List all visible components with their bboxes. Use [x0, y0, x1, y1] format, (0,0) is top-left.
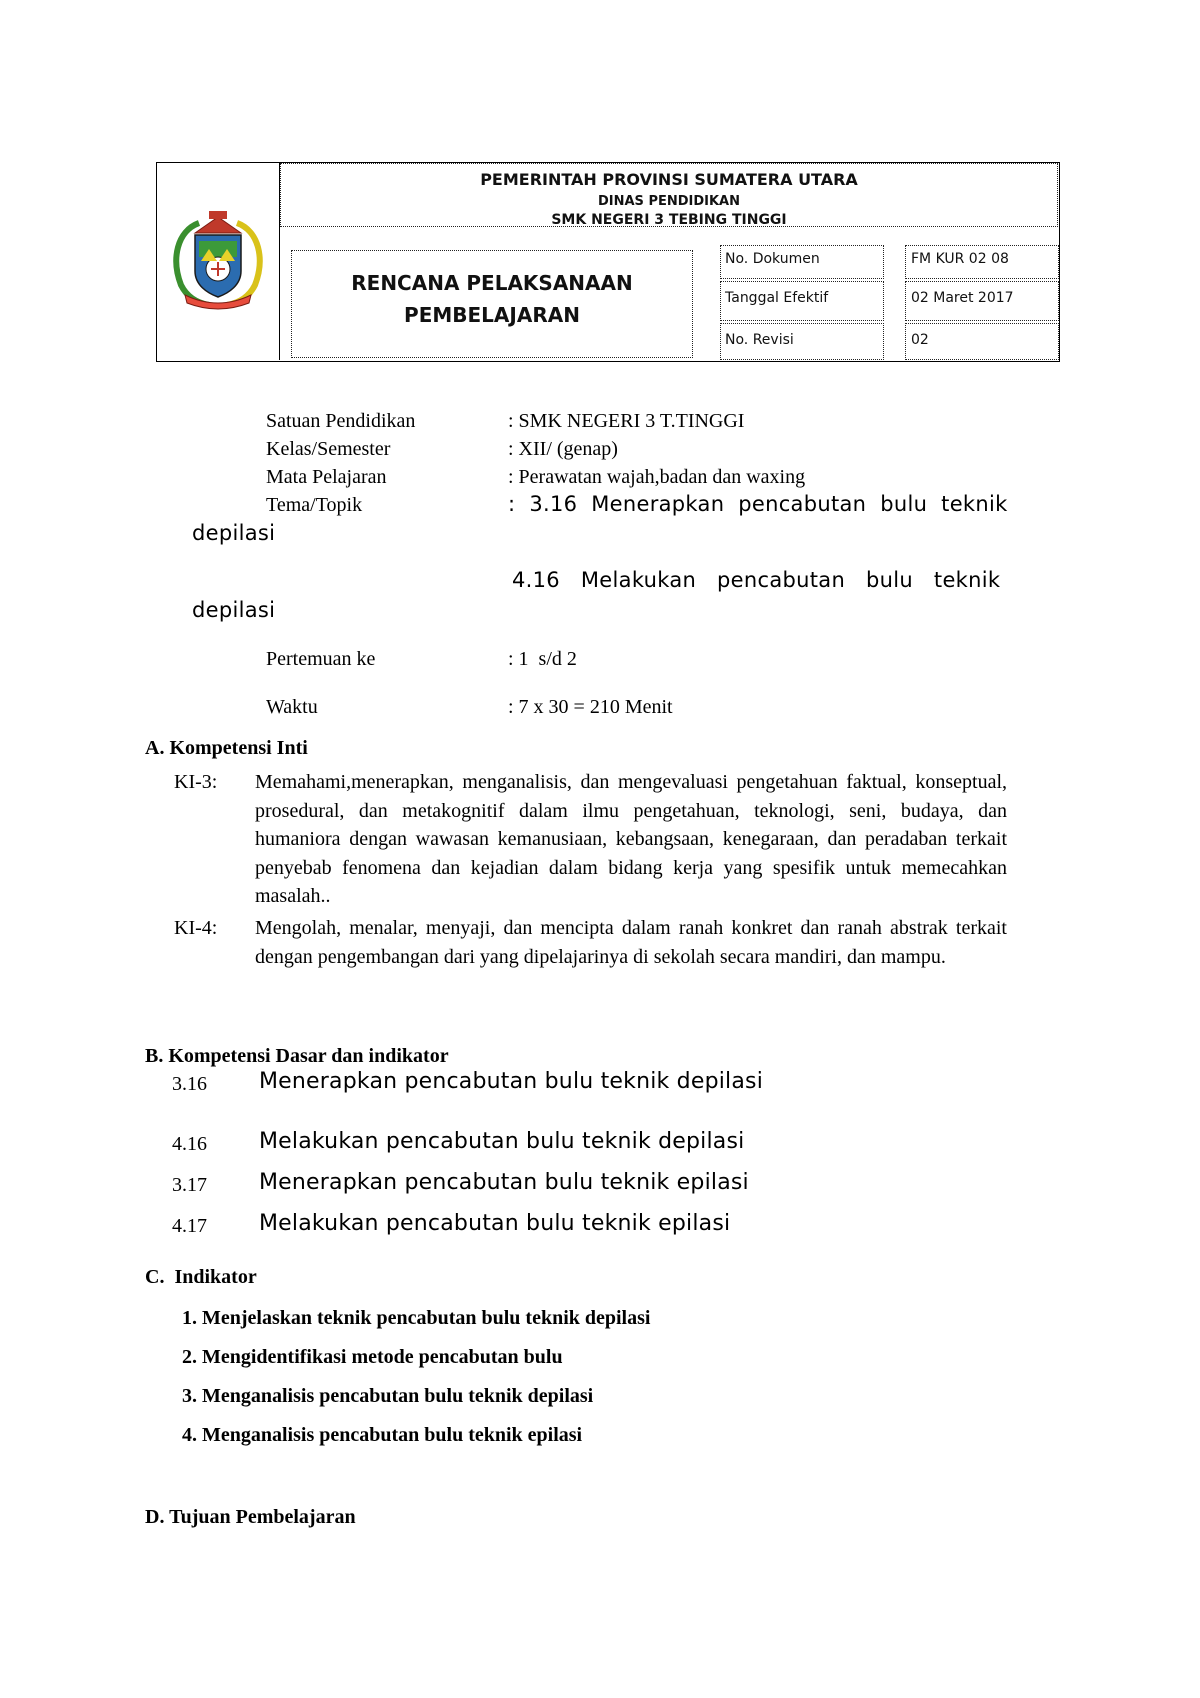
section-b-title: B. Kompetensi Dasar dan indikator — [145, 1045, 449, 1067]
kd-number: 3.16 — [172, 1073, 207, 1095]
kd-text: Menerapkan pencabutan bulu teknik depilasi — [259, 1069, 764, 1094]
kd-text: Menerapkan pencabutan bulu teknik epilasi — [259, 1170, 749, 1195]
meta-value-revisi: 02 — [911, 332, 929, 348]
waktu-label: Waktu — [266, 696, 318, 718]
tema-value-1: : 3.16 Menerapkan pencabutan bulu teknik — [508, 492, 1008, 516]
kelas-label: Kelas/Semester — [266, 438, 391, 460]
indicator-item: 1. Menjelaskan teknik pencabutan bulu teknik depilasi — [182, 1307, 651, 1329]
pertemuan-label: Pertemuan ke — [266, 648, 376, 670]
section-d-title: D. Tujuan Pembelajaran — [145, 1506, 356, 1528]
meta-label-dokumen: No. Dokumen — [725, 251, 820, 267]
mapel-value: : Perawatan wajah,badan dan waxing — [508, 466, 806, 488]
agency-box — [280, 163, 1058, 227]
ki3-label: KI-3: — [174, 771, 218, 793]
agency-line-province: PEMERINTAH PROVINSI SUMATERA UTARA — [480, 170, 858, 189]
ki4-label: KI-4: — [174, 917, 218, 939]
ki4-text: Mengolah, menalar, menyaji, dan mencipta dalam ranah konkret dan ranah abstrak terkait dengan pengembangan dari yang dipelajarinya di sekolah secara mandiri, dan mampu. — [255, 917, 1007, 968]
meta-label-revisi: No. Revisi — [725, 332, 794, 348]
tema-continuation-1: depilasi — [192, 521, 276, 545]
document-header — [156, 162, 1060, 362]
kd-number: 4.17 — [172, 1215, 207, 1237]
satuan-value: : SMK NEGERI 3 T.TINGGI — [508, 410, 745, 432]
logo-cell — [157, 163, 280, 360]
tema-label: Tema/Topik — [266, 494, 363, 516]
rpp-title — [291, 267, 693, 331]
section-c-title: C. Indikator — [145, 1266, 257, 1288]
pertemuan-value: : 1 s/d 2 — [508, 648, 577, 670]
agency-line-school: SMK NEGERI 3 TEBING TINGGI — [551, 212, 787, 228]
meta-label-tanggal: Tanggal Efektif — [725, 290, 829, 306]
kd-text: Melakukan pencabutan bulu teknik epilasi — [259, 1211, 731, 1236]
kd-number: 4.16 — [172, 1133, 207, 1155]
tema-continuation-2: depilasi — [192, 598, 276, 622]
mapel-label: Mata Pelajaran — [266, 466, 387, 488]
kelas-value: : XII/ (genap) — [508, 438, 618, 460]
rpp-title-line2: PEMBELAJARAN — [404, 303, 580, 327]
province-emblem-logo — [169, 211, 267, 311]
meta-value-dokumen: FM KUR 02 08 — [911, 251, 1009, 267]
kd-number: 3.17 — [172, 1174, 207, 1196]
waktu-value: : 7 x 30 = 210 Menit — [508, 696, 673, 718]
indicator-item: 4. Menganalisis pencabutan bulu teknik epilasi — [182, 1424, 583, 1446]
tema-value-2: 4.16 Melakukan pencabutan bulu teknik — [512, 568, 1001, 592]
meta-value-tanggal: 02 Maret 2017 — [911, 290, 1014, 306]
agency-line-department: DINAS PENDIDIKAN — [597, 194, 741, 209]
satuan-label: Satuan Pendidikan — [266, 410, 416, 432]
indicator-item: 2. Mengidentifikasi metode pencabutan bulu — [182, 1346, 563, 1368]
indicator-item: 3. Menganalisis pencabutan bulu teknik depilasi — [182, 1385, 594, 1407]
kd-text: Melakukan pencabutan bulu teknik depilasi — [259, 1129, 745, 1154]
rpp-title-line1: RENCANA PELAKSANAAN — [351, 271, 633, 295]
ki3-text: Memahami,menerapkan, menganalisis, dan mengevaluasi pengetahuan faktual, konseptual, prosedural, dan metakognitif dalam ilmu pengetahuan, teknologi, seni, budaya, dan humaniora dengan wawasan kemanusiaan, kebangsaan, kenegaraan, dan peradaban terkait penyebab fenomena dan kejadian dalam bidang kerja yang spesifik untuk memecahkan masalah.. — [255, 771, 1007, 907]
section-a-title: A. Kompetensi Inti — [145, 737, 308, 759]
